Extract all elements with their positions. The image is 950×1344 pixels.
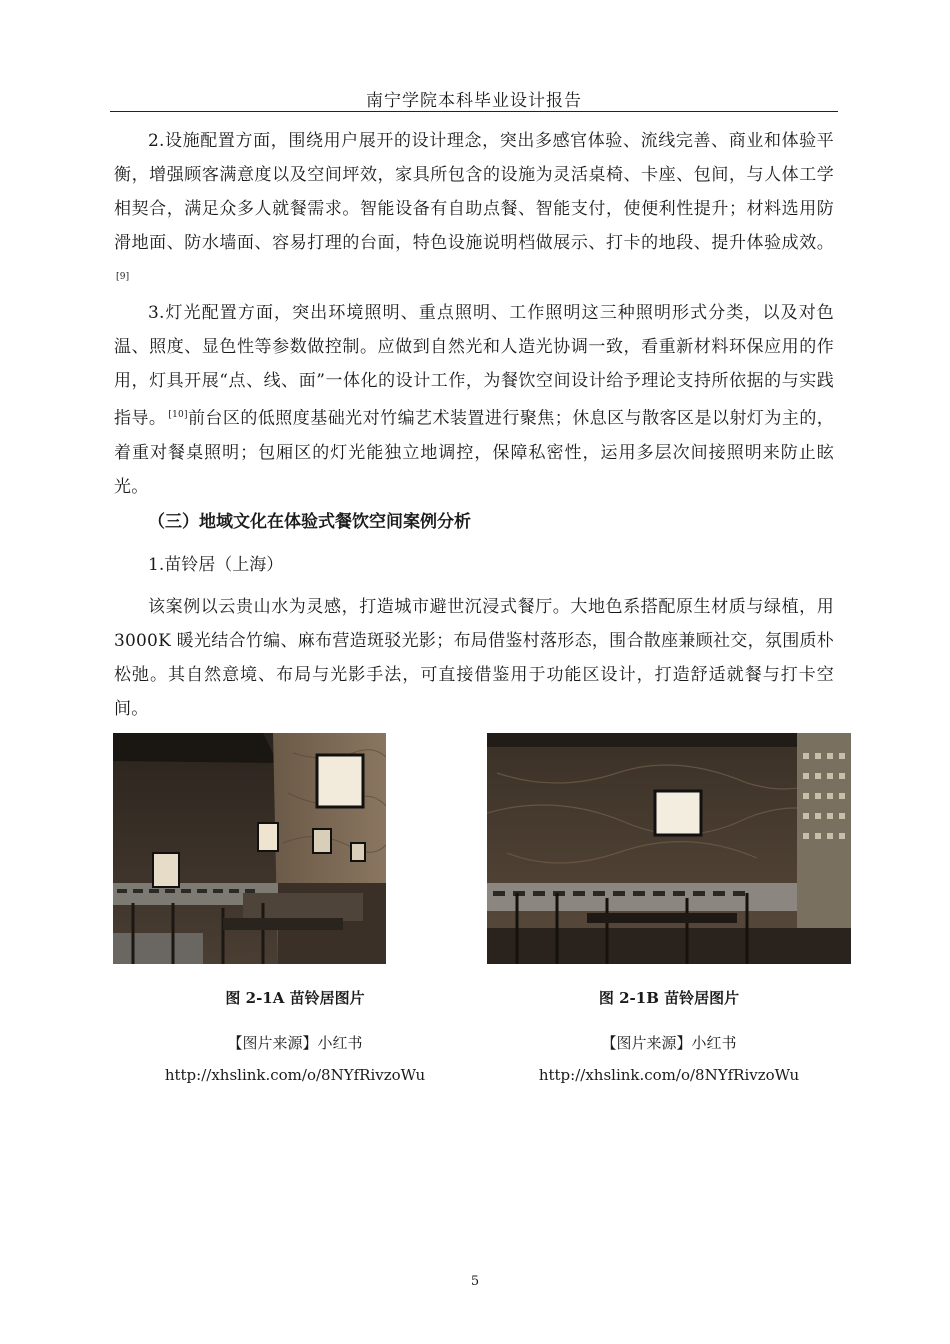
paragraph-case bbox=[114, 590, 834, 726]
paragraph-facilities-text: 2.设施配置方面，围绕用户展开的设计理念，突出多感官体验、流线完善、商业和体验平衡，增强顾客满意度以及空间坪效，家具所包含的设施为灵活桌椅、卡座、包间，与人体工学相契合，满足众多人就餐需求。智能设备有自助点餐、智能支付，使便利性提升；材料选用防滑地面、防水墙面、容易打理的台面，特色设施说明档做展示、打卡的地段、提升体验成效。 bbox=[114, 131, 834, 253]
citation-9: [9] bbox=[116, 272, 130, 282]
figure-source-b: 【图片来源】小红书 bbox=[601, 1034, 737, 1052]
figure-caption-b: 图 2-1B 苗铃居图片 bbox=[598, 989, 740, 1007]
restaurant-photo-a bbox=[113, 733, 386, 964]
section-heading: （三）地域文化在体验式餐饮空间案例分析 bbox=[148, 512, 471, 532]
case-title: 1.苗铃居（上海） bbox=[148, 555, 284, 575]
header-rule bbox=[110, 111, 838, 112]
paragraph-lighting bbox=[114, 296, 834, 504]
figure-photo-b bbox=[487, 733, 851, 964]
figure-link-a[interactable]: http://xhslink.com/o/8NYfRivzoWu bbox=[164, 1066, 426, 1084]
figure-photo-a bbox=[113, 733, 386, 964]
figure-caption-a: 图 2-1A 苗铃居图片 bbox=[225, 989, 365, 1007]
running-header: 南宁学院本科毕业设计报告 bbox=[366, 91, 582, 111]
paragraph-lighting-text-b: 前台区的低照度基础光对竹编艺术装置进行聚焦；休息区与散客区是以射灯为主的，着重对餐桌照明；包厢区的灯光能独立地调控，保障私密性，运用多层次间接照明来防止眩光。 bbox=[114, 408, 834, 497]
figure-source-a: 【图片来源】小红书 bbox=[227, 1034, 363, 1052]
paragraph-facilities bbox=[114, 124, 834, 298]
citation-10: [10] bbox=[168, 410, 188, 420]
paragraph-case-text: 该案例以云贵山水为灵感，打造城市避世沉浸式餐厅。大地色系搭配原生材质与绿植，用 3000K 暖光结合竹编、麻布营造斑驳光影；布局借鉴村落形态，围合散座兼顾社交，氛围质朴松弛。其自然意境、布局与光影手法，可直接借鉴用于功能区设计，打造舒适就餐与打卡空间。 bbox=[114, 597, 834, 719]
restaurant-photo-b bbox=[487, 733, 851, 964]
paragraph-lighting-text-a: 3.灯光配置方面，突出环境照明、重点照明、工作照明这三种照明形式分类，以及对色温、照度、显色性等参数做控制。应做到自然光和人造光协调一致，看重新材料环保应用的作用，灯具开展“点、线、面”一体化的设计工作，为餐饮空间设计给予理论支持所依据的与实践指导。 bbox=[114, 303, 834, 429]
figure-link-b[interactable]: http://xhslink.com/o/8NYfRivzoWu bbox=[538, 1066, 800, 1084]
page-number: 5 bbox=[470, 1274, 480, 1289]
